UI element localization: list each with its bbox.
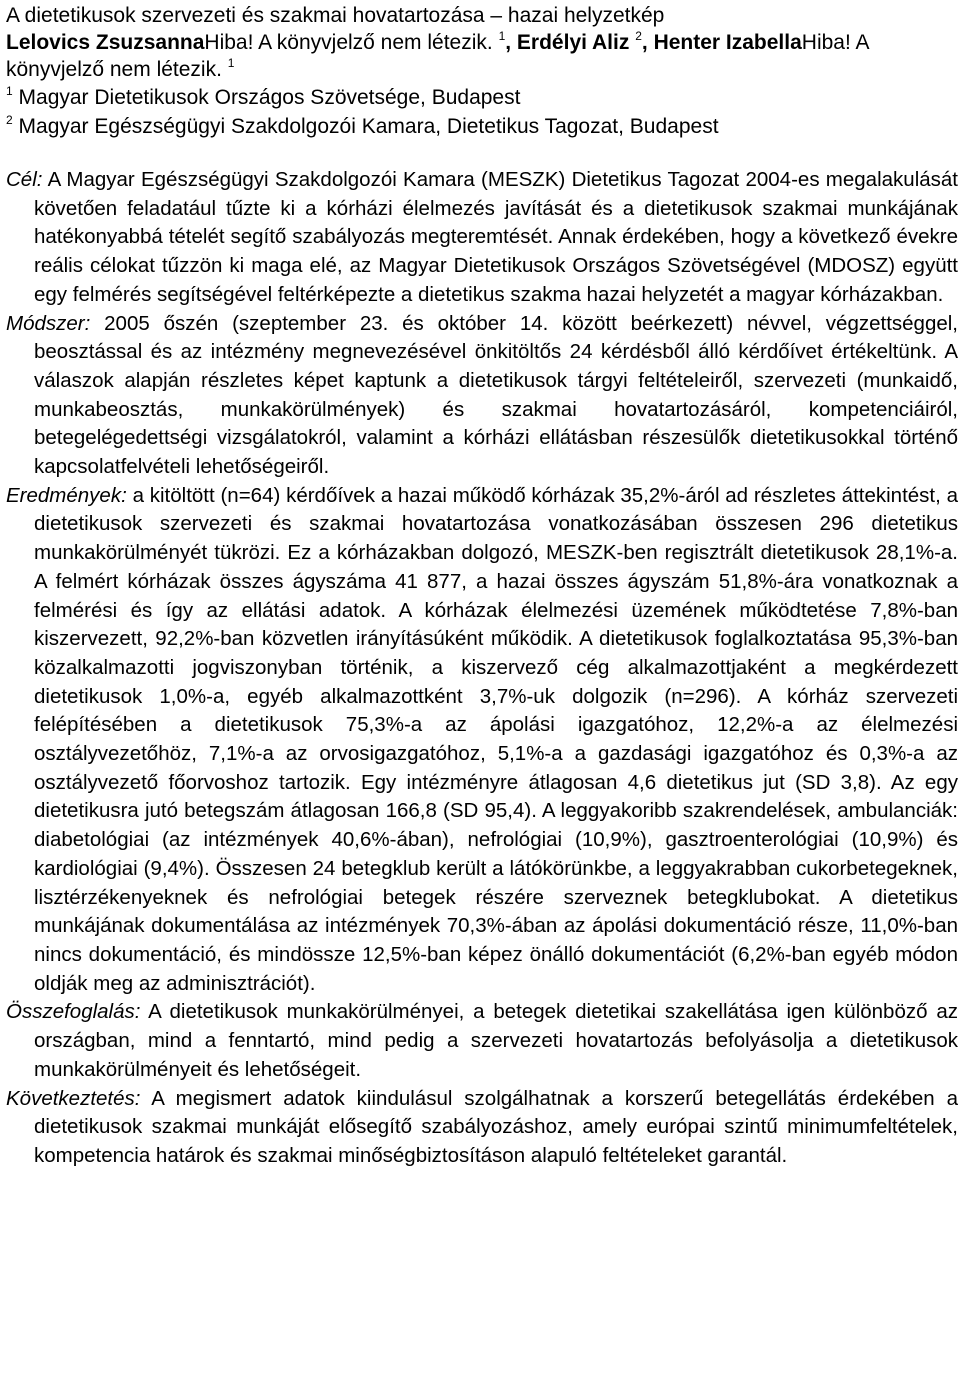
author-affiliation-ref: 2 (635, 29, 642, 43)
section-text: a kitöltött (n=64) kérdőívek a hazai működő kórházak 35,2%-áról ad részletes áttekintést, a dietetikusok szervezeti és szakmai hovatartozása vonatkozásában összesen 296 dietetikus munkakörülményét tükrözi. Ez a kórházakban dolgozó, MESZK-ben regisztrált dietetikusok 28,1%-a. A felmért kórházak összes ágyszáma 41 877, a hazai összes ágyszám 51,8%-ára vonatkoznak a felmérési és így az ellátási adatok. A kórházak élelmezési üzemének működtetése 7,8%-ban kiszervezett, 92,2%-ban közvetlen irányításúként működik. A dietetikusok foglalkoztatása 95,3%-ban közalkalmazotti jogviszonyban történik, a kiszervező cég alkalmazottjaként a megkérdezett dietetikusok 1,0%-a, egyéb alkalmazottként 3,7%-uk dolgozik (n=296). A kórház szervezeti felépítésében a dietetikusok 75,3%-a az ápolási igazgatóhoz, 12,2%-a az élelmezési osztályvezetőhöz, 7,1%-a az orvosigazgatóhoz, 5,1%-a a gazdasági igazgatóhoz és 0,3%-a az osztályvezető főorvoshoz tartozik. Egy intézményre átlagosan 4,6 dietetikus jut (SD 3,8). Az egy dietetikusra jutó betegszám átlagosan 166,8 (SD 95,4). A leggyakoribb szakrendelések, ambulanciák: diabetológiai (az intézmények 40,6%-ában), nefrológiai (10,9%), gasztroenterológiai (10,9%) és kardiológiai (9,4%). Összesen 24 betegklub került a látókörünkbe, a leggyakrabban cukorbetegeknek, lisztérzékenyeknek és nefrológiai betegek részére szerveznek betegklubokat. A dietetikus munkájának dokumentálása az intézmények 70,3%-ában az ápolási dokumentáció része, 11,0%-ban nincs dokumentáció, és mindössze 12,5%-ban képez önálló dokumentációt (6,2%-ban egyéb módon oldják meg az adminisztrációt). (34, 483, 958, 995)
section-method (6, 310, 958, 482)
section-label: Módszer: (6, 311, 91, 335)
section-text: A dietetikusok munkakörülményei, a betegek dietetikai szakellátása igen különböző az országban, mind a fenntartó, mind pedig a szervezeti hovatartozás befolyásolja a dietetikusok munkakörülményeit és lehetőségeit. (34, 1000, 958, 1081)
section-label: Eredmények: (6, 483, 127, 507)
section-text: 2005 őszén (szeptember 23. és október 14. között beérkezett) névvel, végzettséggel, beosztással és az intézmény megnevezésével önkitöltős 24 kérdésből álló kérdőívet értékeltünk. A válaszok alapján részletes képet kaptunk a dietetikusok tárgyi feltételeiről, szervezeti (munkaidő, munkabeosztás, munkakörülmények) és szakmai hovatartozásáról, kompetenciáiról, betegelégedettségi vizsgálatokról, valamint a kórházi ellátásban részesülők dietetikusokkal történő kapcsolatfelvételi lehetőségeiről. (34, 311, 958, 479)
section-text: A Magyar Egészségügyi Szakdolgozói Kamara (MESZK) Dietetikus Tagozat 2004-es megalakulását követően feladatául tűzte ki a kórházi élelmezés javítását és a dietetikusok szakmai munkájának hatékonyabbá tételét segítő szabályozás megteremtését. Annak érdekében, hogy a következő évekre reális célokat tűzzön ki maga elé, az Magyar Dietetikusok Országos Szövetségével (MDOSZ) együtt egy felmérés segítségével feltérképezte a dietetikus szakma hazai helyzetét a magyar kórházakban. (34, 168, 958, 306)
affiliation (6, 112, 958, 141)
affiliation-number: 2 (6, 113, 13, 127)
author-name: Erdélyi Aliz (516, 31, 630, 54)
section-conclusion (6, 1085, 958, 1171)
bookmark-error: Hiba! A könyvjelző nem létezik. (204, 31, 493, 54)
author-separator: , (641, 31, 654, 54)
section-label: Összefoglalás: (6, 1000, 141, 1024)
author-name: Henter Izabella (653, 31, 802, 54)
spacer (6, 141, 958, 166)
affiliation-text: Magyar Egészségügyi Szakdolgozói Kamara, Dietetikus Tagozat, Budapest (18, 115, 719, 138)
document-page (6, 2, 958, 1171)
author-line (6, 29, 958, 83)
section-label: Cél: (6, 168, 43, 191)
section-results (6, 482, 958, 999)
affiliation (6, 83, 958, 112)
bookmark-error: Hiba! A könyvjelző nem létezik. (6, 31, 869, 81)
author-affiliation-ref: 1 (227, 56, 235, 70)
section-aim (6, 166, 958, 310)
author-separator: , (505, 31, 517, 54)
author-name: Lelovics Zsuzsanna (6, 31, 205, 54)
section-summary (6, 998, 958, 1084)
affiliation-text: Magyar Dietetikusok Országos Szövetsége, Budapest (18, 86, 521, 109)
section-label: Következtetés: (6, 1086, 141, 1110)
section-text: A megismert adatok kiindulásul szolgálhatnak a korszerű betegellátás érdekében a dietetikusok szakmai munkáját elősegítő szabályozáshoz, amely európai szintű minimumfeltételek, kompetencia határok és szakmai minőségbiztosításon alapuló feltételeket garantál. (34, 1086, 958, 1167)
affiliation-number: 1 (6, 84, 13, 98)
document-title: A dietetikusok szervezeti és szakmai hovatartozása – hazai helyzetkép (6, 4, 665, 27)
author-affiliation-ref: 1 (498, 29, 506, 43)
